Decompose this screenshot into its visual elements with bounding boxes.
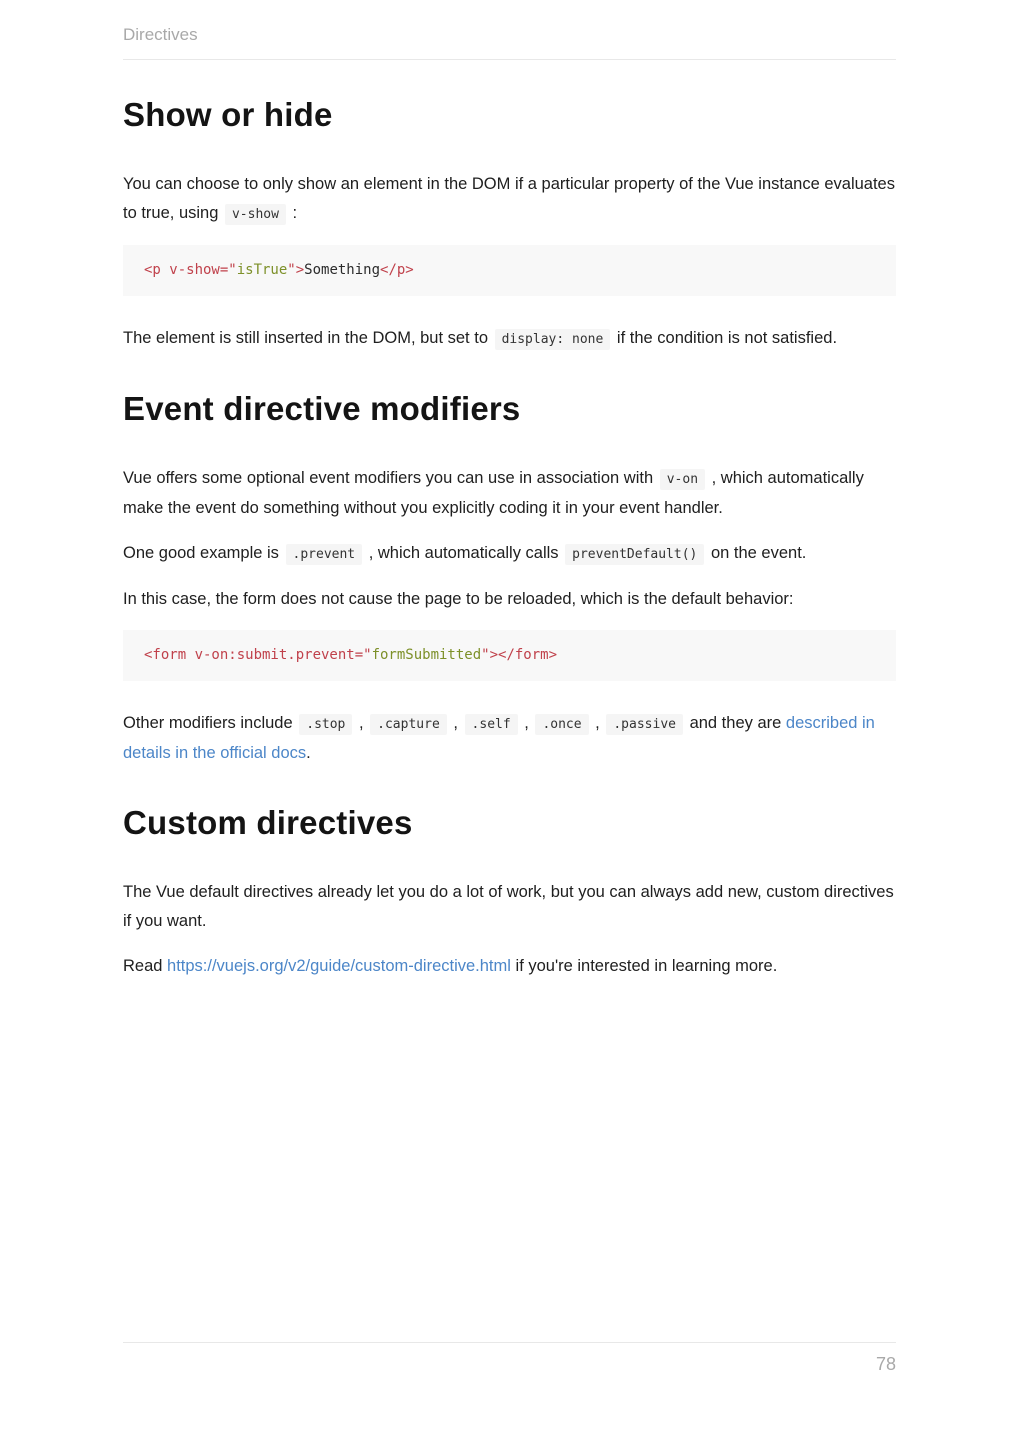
code-token-plain: Something <box>304 262 381 278</box>
code-block <box>123 630 896 681</box>
section-heading: Show or hide <box>123 96 333 133</box>
paragraph: You can choose to only show an element in the DOM if a particular property of the Vue instance evaluates to true, using v-show : <box>123 170 896 229</box>
inline-code: .once <box>535 714 588 735</box>
page-content <box>123 0 896 997</box>
code-token-tag: "></form> <box>481 647 558 663</box>
paragraph: One good example is .prevent , which automatically calls preventDefault() on the event. <box>123 539 896 569</box>
paragraph: The Vue default directives already let you do a lot of work, but you can always add new, custom directives if you want. <box>123 883 894 930</box>
code-token-tag: "> <box>287 262 305 278</box>
paragraph: Other modifiers include .stop , .capture , .self , .once , .passive and they are described in details in the official docs. <box>123 714 875 762</box>
inline-code: .passive <box>606 714 683 735</box>
inline-code: .stop <box>299 714 352 735</box>
inline-code: .prevent <box>286 544 363 565</box>
paragraph: Read https://vuejs.org/v2/guide/custom-directive.html if you're interested in learning more. <box>123 957 778 975</box>
paragraph: In this case, the form does not cause the page to be reloaded, which is the default behavior: <box>123 590 794 608</box>
running-header <box>123 0 896 60</box>
inline-code: v-show <box>225 204 286 225</box>
inline-code: .self <box>465 714 518 735</box>
link-custom-directive-url[interactable]: https://vuejs.org/v2/guide/custom-directive.html <box>167 957 511 975</box>
running-header-label: Directives <box>123 25 198 44</box>
paragraph: The element is still inserted in the DOM, but set to display: none if the condition is not satisfied. <box>123 324 896 354</box>
inline-code: preventDefault() <box>565 544 704 565</box>
code-token-string: isTrue <box>236 262 288 278</box>
inline-code: .capture <box>370 714 447 735</box>
section-heading: Event directive modifiers <box>123 390 521 427</box>
code-token-tag: <form v-on:submit.prevent=" <box>144 647 372 663</box>
page-footer <box>123 1342 896 1375</box>
link-official-docs[interactable]: described in details in the official docs <box>123 714 875 762</box>
code-token-tag: </p> <box>380 262 414 278</box>
code-token-tag: <p v-show=" <box>144 262 237 278</box>
code-block <box>123 245 896 296</box>
code-token-string: formSubmitted <box>371 647 482 663</box>
paragraph: Vue offers some optional event modifiers you can use in association with v-on , which automatically make the event do something without you explicitly coding it in your event handler. <box>123 469 864 517</box>
inline-code: display: none <box>495 329 611 350</box>
document-content <box>123 96 896 981</box>
section-heading: Custom directives <box>123 804 413 841</box>
inline-code: v-on <box>660 469 705 490</box>
page-number: 78 <box>875 1354 896 1374</box>
